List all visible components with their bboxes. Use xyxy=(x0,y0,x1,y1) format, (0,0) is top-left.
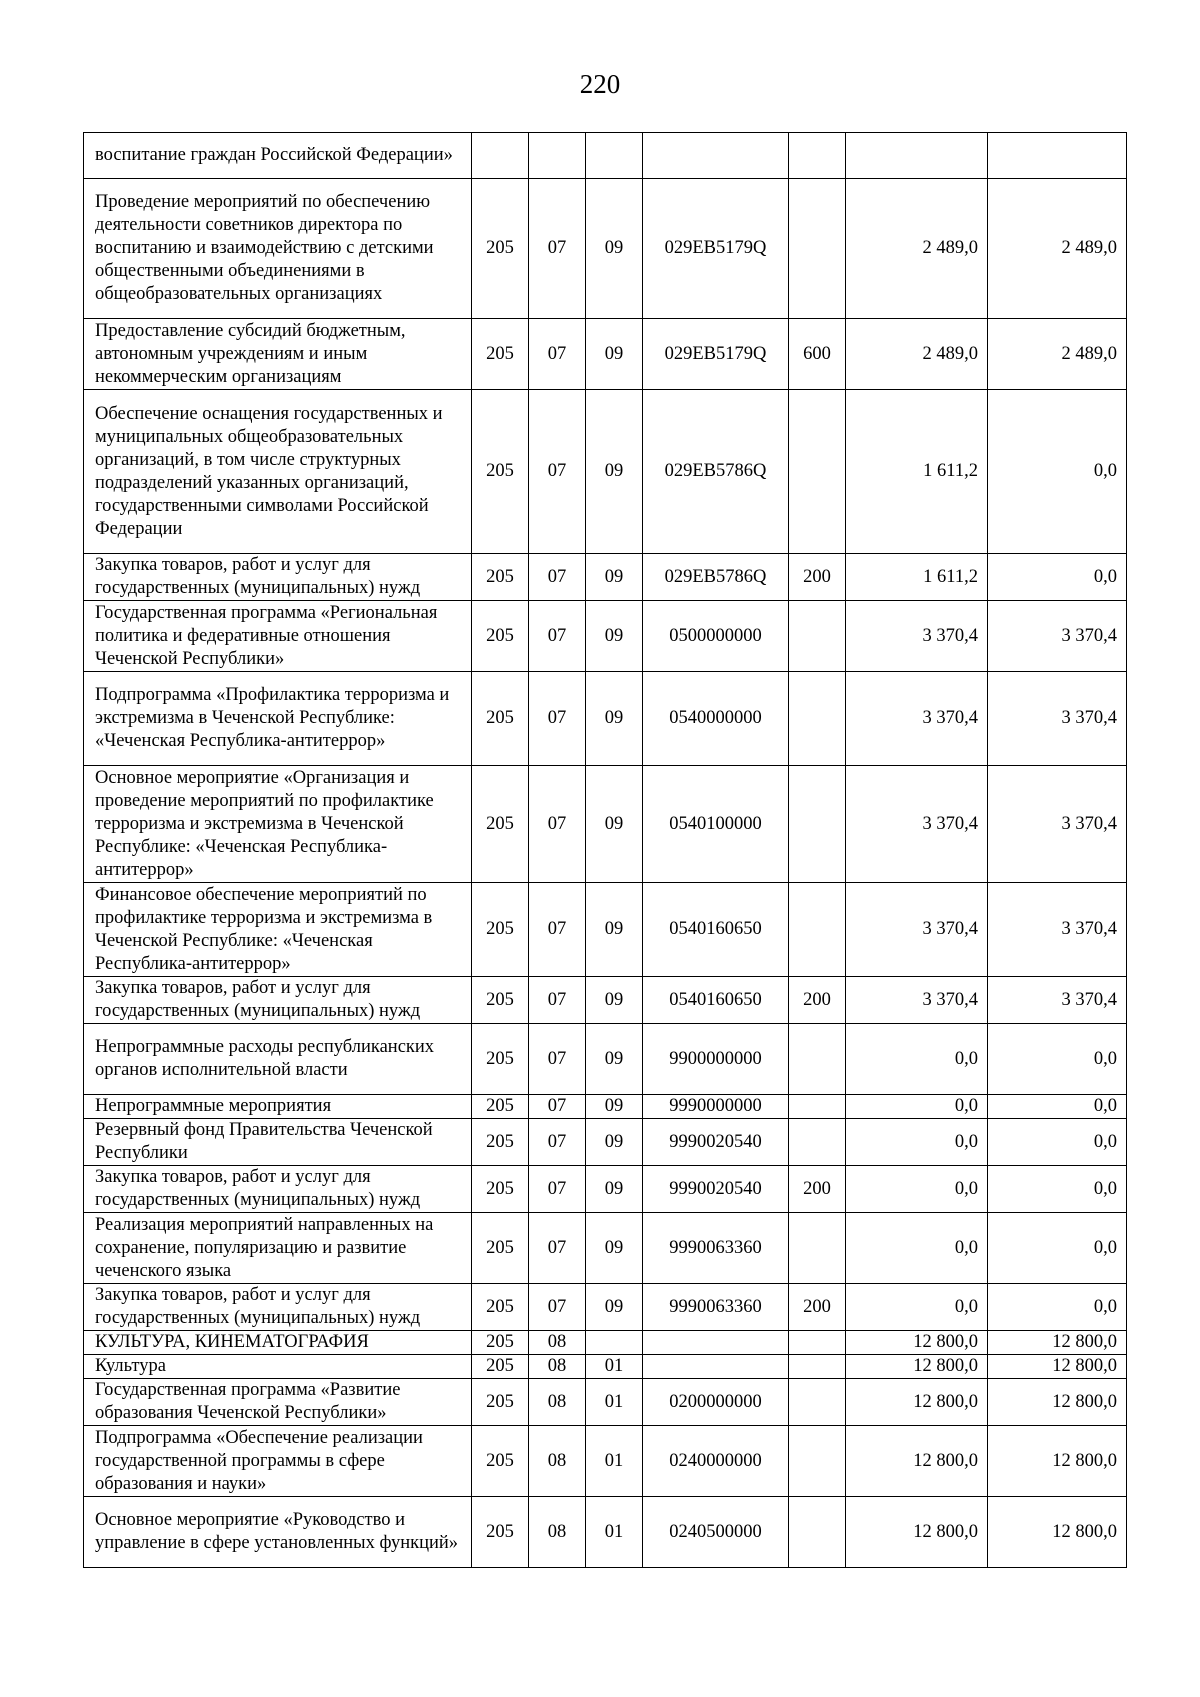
section-cell: 08 xyxy=(529,1426,586,1497)
subsection-cell: 01 xyxy=(586,1379,643,1426)
table-row xyxy=(84,883,1127,977)
expense-type-cell: 600 xyxy=(789,319,846,390)
section-cell: 08 xyxy=(529,1355,586,1379)
row-name: Финансовое обеспечение мероприятий по профилактике терроризма и экстремизма в Чеченской Республике: «Чеченская Республика-антитеррор» xyxy=(84,883,472,977)
subsection-cell: 09 xyxy=(586,977,643,1024)
target-article-cell: 0500000000 xyxy=(643,601,789,672)
expense-type-cell xyxy=(789,1426,846,1497)
sum-year2-cell: 0,0 xyxy=(988,1024,1127,1095)
sum-year1-cell: 1 611,2 xyxy=(846,390,988,554)
row-name: Подпрограмма «Обеспечение реализации государственной программы в сфере образования и науки» xyxy=(84,1426,472,1497)
grbs-cell: 205 xyxy=(472,1331,529,1355)
target-article-cell xyxy=(643,1355,789,1379)
page-number: 220 xyxy=(579,69,621,99)
sum-year1-cell: 0,0 xyxy=(846,1024,988,1095)
grbs-cell: 205 xyxy=(472,554,529,601)
section-cell: 07 xyxy=(529,554,586,601)
table-row xyxy=(84,1213,1127,1284)
row-name: Резервный фонд Правительства Чеченской Республики xyxy=(84,1119,472,1166)
section-cell xyxy=(529,133,586,179)
subsection-cell: 01 xyxy=(586,1426,643,1497)
sum-year2-cell: 0,0 xyxy=(988,554,1127,601)
table-row xyxy=(84,1119,1127,1166)
sum-year1-cell: 2 489,0 xyxy=(846,319,988,390)
section-cell: 07 xyxy=(529,977,586,1024)
sum-year2-cell: 2 489,0 xyxy=(988,319,1127,390)
sum-year2-cell: 12 800,0 xyxy=(988,1331,1127,1355)
sum-year1-cell: 2 489,0 xyxy=(846,179,988,319)
subsection-cell: 09 xyxy=(586,672,643,766)
sum-year2-cell: 12 800,0 xyxy=(988,1379,1127,1426)
sum-year1-cell: 3 370,4 xyxy=(846,766,988,883)
expense-type-cell xyxy=(789,672,846,766)
sum-year1-cell: 3 370,4 xyxy=(846,977,988,1024)
sum-year2-cell: 0,0 xyxy=(988,1284,1127,1331)
row-name: Закупка товаров, работ и услуг для государственных (муниципальных) нужд xyxy=(84,1166,472,1213)
row-name: Обеспечение оснащения государственных и муниципальных общеобразовательных организаций, в том числе структурных подразделений указанных организаций, государственными символами Российской Федерации xyxy=(84,390,472,554)
grbs-cell: 205 xyxy=(472,1024,529,1095)
budget-table-body xyxy=(84,133,1127,1568)
row-name: Подпрограмма «Профилактика терроризма и экстремизма в Чеченской Республике: «Чеченская Республика-антитеррор» xyxy=(84,672,472,766)
subsection-cell: 01 xyxy=(586,1355,643,1379)
grbs-cell: 205 xyxy=(472,179,529,319)
table-row xyxy=(84,1166,1127,1213)
row-name: Государственная программа «Развитие образования Чеченской Республики» xyxy=(84,1379,472,1426)
target-article-cell: 9900000000 xyxy=(643,1024,789,1095)
sum-year1-cell: 12 800,0 xyxy=(846,1426,988,1497)
table-row xyxy=(84,1331,1127,1355)
grbs-cell: 205 xyxy=(472,672,529,766)
section-cell: 07 xyxy=(529,883,586,977)
target-article-cell: 9990020540 xyxy=(643,1119,789,1166)
grbs-cell: 205 xyxy=(472,977,529,1024)
section-cell: 07 xyxy=(529,672,586,766)
row-name: Закупка товаров, работ и услуг для государственных (муниципальных) нужд xyxy=(84,977,472,1024)
row-name: Основное мероприятие «Руководство и управление в сфере установленных функций» xyxy=(84,1497,472,1568)
expense-type-cell xyxy=(789,1355,846,1379)
expense-type-cell xyxy=(789,133,846,179)
target-article-cell: 0200000000 xyxy=(643,1379,789,1426)
row-name: Государственная программа «Региональная политика и федеративные отношения Чеченской Республики» xyxy=(84,601,472,672)
subsection-cell: 09 xyxy=(586,179,643,319)
subsection-cell: 09 xyxy=(586,766,643,883)
sum-year1-cell: 3 370,4 xyxy=(846,601,988,672)
budget-table xyxy=(83,132,1127,1568)
expense-type-cell: 200 xyxy=(789,1166,846,1213)
section-cell: 07 xyxy=(529,1166,586,1213)
grbs-cell: 205 xyxy=(472,1497,529,1568)
table-row xyxy=(84,1426,1127,1497)
target-article-cell: 0240000000 xyxy=(643,1426,789,1497)
table-row xyxy=(84,766,1127,883)
target-article-cell: 029EB5179Q xyxy=(643,319,789,390)
sum-year2-cell: 0,0 xyxy=(988,1213,1127,1284)
grbs-cell: 205 xyxy=(472,766,529,883)
expense-type-cell xyxy=(789,1119,846,1166)
sum-year2-cell xyxy=(988,133,1127,179)
target-article-cell: 9990063360 xyxy=(643,1284,789,1331)
grbs-cell xyxy=(472,133,529,179)
sum-year2-cell: 3 370,4 xyxy=(988,883,1127,977)
sum-year2-cell: 0,0 xyxy=(988,1095,1127,1119)
section-cell: 07 xyxy=(529,1213,586,1284)
sum-year1-cell: 0,0 xyxy=(846,1213,988,1284)
table-row xyxy=(84,554,1127,601)
row-name: Культура xyxy=(84,1355,472,1379)
grbs-cell: 205 xyxy=(472,1426,529,1497)
row-name: Предоставление субсидий бюджетным, автономным учреждениям и иным некоммерческим организациям xyxy=(84,319,472,390)
sum-year2-cell: 0,0 xyxy=(988,1166,1127,1213)
target-article-cell: 0540100000 xyxy=(643,766,789,883)
sum-year1-cell: 1 611,2 xyxy=(846,554,988,601)
target-article-cell: 029EB5786Q xyxy=(643,554,789,601)
section-cell: 07 xyxy=(529,1024,586,1095)
target-article-cell: 0540000000 xyxy=(643,672,789,766)
expense-type-cell xyxy=(789,179,846,319)
expense-type-cell: 200 xyxy=(789,1284,846,1331)
sum-year1-cell: 0,0 xyxy=(846,1095,988,1119)
grbs-cell: 205 xyxy=(472,1284,529,1331)
sum-year2-cell: 3 370,4 xyxy=(988,601,1127,672)
sum-year1-cell: 3 370,4 xyxy=(846,672,988,766)
target-article-cell: 029EB5786Q xyxy=(643,390,789,554)
table-row xyxy=(84,1355,1127,1379)
target-article-cell xyxy=(643,1331,789,1355)
expense-type-cell: 200 xyxy=(789,554,846,601)
section-cell: 07 xyxy=(529,1284,586,1331)
row-name: Основное мероприятие «Организация и проведение мероприятий по профилактике терроризма и экстремизма в Чеченской Республике: «Чеченская Республика-антитеррор» xyxy=(84,766,472,883)
section-cell: 07 xyxy=(529,1095,586,1119)
sum-year2-cell: 12 800,0 xyxy=(988,1355,1127,1379)
subsection-cell: 09 xyxy=(586,390,643,554)
table-row xyxy=(84,1379,1127,1426)
row-name: Непрограммные мероприятия xyxy=(84,1095,472,1119)
section-cell: 07 xyxy=(529,766,586,883)
sum-year1-cell: 12 800,0 xyxy=(846,1497,988,1568)
grbs-cell: 205 xyxy=(472,601,529,672)
table-row xyxy=(84,133,1127,179)
subsection-cell: 09 xyxy=(586,1024,643,1095)
expense-type-cell: 200 xyxy=(789,977,846,1024)
table-row xyxy=(84,1284,1127,1331)
subsection-cell: 09 xyxy=(586,1095,643,1119)
expense-type-cell xyxy=(789,390,846,554)
subsection-cell: 09 xyxy=(586,1166,643,1213)
grbs-cell: 205 xyxy=(472,1095,529,1119)
grbs-cell: 205 xyxy=(472,1379,529,1426)
expense-type-cell xyxy=(789,766,846,883)
subsection-cell: 09 xyxy=(586,1284,643,1331)
subsection-cell: 09 xyxy=(586,319,643,390)
sum-year2-cell: 2 489,0 xyxy=(988,179,1127,319)
subsection-cell: 09 xyxy=(586,554,643,601)
section-cell: 08 xyxy=(529,1331,586,1355)
grbs-cell: 205 xyxy=(472,390,529,554)
sum-year1-cell: 0,0 xyxy=(846,1166,988,1213)
sum-year2-cell: 0,0 xyxy=(988,390,1127,554)
sum-year1-cell: 3 370,4 xyxy=(846,883,988,977)
sum-year1-cell: 0,0 xyxy=(846,1119,988,1166)
row-name: Реализация мероприятий направленных на сохранение, популяризацию и развитие чеченского языка xyxy=(84,1213,472,1284)
row-name: Непрограммные расходы республиканских органов исполнительной власти xyxy=(84,1024,472,1095)
grbs-cell: 205 xyxy=(472,1213,529,1284)
subsection-cell: 09 xyxy=(586,1119,643,1166)
section-cell: 08 xyxy=(529,1379,586,1426)
section-cell: 08 xyxy=(529,1497,586,1568)
grbs-cell: 205 xyxy=(472,883,529,977)
row-name: Закупка товаров, работ и услуг для государственных (муниципальных) нужд xyxy=(84,554,472,601)
sum-year2-cell: 3 370,4 xyxy=(988,977,1127,1024)
sum-year1-cell: 12 800,0 xyxy=(846,1331,988,1355)
table-row xyxy=(84,672,1127,766)
subsection-cell: 09 xyxy=(586,601,643,672)
expense-type-cell xyxy=(789,883,846,977)
target-article-cell: 029EB5179Q xyxy=(643,179,789,319)
section-cell: 07 xyxy=(529,319,586,390)
expense-type-cell xyxy=(789,1095,846,1119)
sum-year1-cell xyxy=(846,133,988,179)
expense-type-cell xyxy=(789,1331,846,1355)
expense-type-cell xyxy=(789,1213,846,1284)
row-name: КУЛЬТУРА, КИНЕМАТОГРАФИЯ xyxy=(84,1331,472,1355)
grbs-cell: 205 xyxy=(472,1119,529,1166)
sum-year1-cell: 12 800,0 xyxy=(846,1379,988,1426)
grbs-cell: 205 xyxy=(472,1355,529,1379)
table-row xyxy=(84,179,1127,319)
target-article-cell: 0540160650 xyxy=(643,977,789,1024)
sum-year2-cell: 3 370,4 xyxy=(988,766,1127,883)
grbs-cell: 205 xyxy=(472,319,529,390)
table-row xyxy=(84,1095,1127,1119)
sum-year2-cell: 12 800,0 xyxy=(988,1426,1127,1497)
sum-year1-cell: 0,0 xyxy=(846,1284,988,1331)
subsection-cell: 09 xyxy=(586,1213,643,1284)
sum-year2-cell: 12 800,0 xyxy=(988,1497,1127,1568)
subsection-cell: 01 xyxy=(586,1497,643,1568)
section-cell: 07 xyxy=(529,601,586,672)
table-row xyxy=(84,319,1127,390)
table-row xyxy=(84,1024,1127,1095)
table-row xyxy=(84,601,1127,672)
row-name: Проведение мероприятий по обеспечению деятельности советников директора по воспитанию и взаимодействию с детскими общественными объединениями в общеобразовательных организациях xyxy=(84,179,472,319)
expense-type-cell xyxy=(789,1379,846,1426)
sum-year2-cell: 3 370,4 xyxy=(988,672,1127,766)
subsection-cell xyxy=(586,133,643,179)
table-row xyxy=(84,390,1127,554)
target-article-cell xyxy=(643,133,789,179)
row-name: Закупка товаров, работ и услуг для государственных (муниципальных) нужд xyxy=(84,1284,472,1331)
section-cell: 07 xyxy=(529,179,586,319)
expense-type-cell xyxy=(789,601,846,672)
table-row xyxy=(84,977,1127,1024)
subsection-cell: 09 xyxy=(586,883,643,977)
sum-year1-cell: 12 800,0 xyxy=(846,1355,988,1379)
row-name: воспитание граждан Российской Федерации» xyxy=(84,133,472,179)
expense-type-cell xyxy=(789,1024,846,1095)
target-article-cell: 9990000000 xyxy=(643,1095,789,1119)
expense-type-cell xyxy=(789,1497,846,1568)
target-article-cell: 9990063360 xyxy=(643,1213,789,1284)
section-cell: 07 xyxy=(529,1119,586,1166)
table-row xyxy=(84,1497,1127,1568)
target-article-cell: 0240500000 xyxy=(643,1497,789,1568)
target-article-cell: 9990020540 xyxy=(643,1166,789,1213)
target-article-cell: 0540160650 xyxy=(643,883,789,977)
section-cell: 07 xyxy=(529,390,586,554)
subsection-cell xyxy=(586,1331,643,1355)
grbs-cell: 205 xyxy=(472,1166,529,1213)
sum-year2-cell: 0,0 xyxy=(988,1119,1127,1166)
